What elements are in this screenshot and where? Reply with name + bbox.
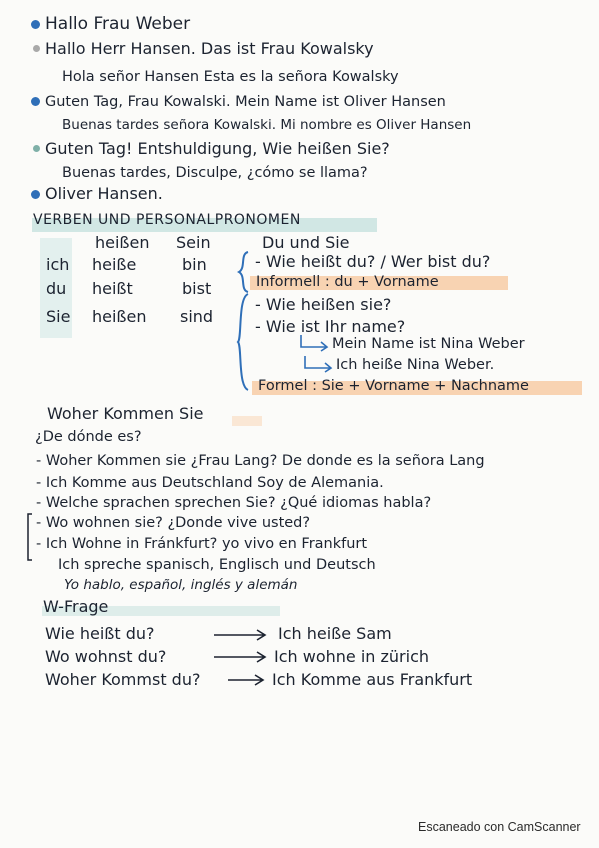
greeting-line: Hallo Herr Hansen. Das ist Frau Kowalsky — [45, 39, 374, 58]
wfrage-answer: Ich Komme aus Frankfurt — [272, 670, 473, 689]
greeting-line: Oliver Hansen. — [45, 184, 163, 203]
right-arrow-icon — [212, 650, 268, 664]
greeting-line-spanish: Buenas tardes señora Kowalski. Mi nombre es Oliver Hansen — [62, 117, 472, 133]
bullet-dot-icon — [31, 20, 40, 29]
wfrage-question: Wo wohnst du? — [45, 647, 167, 666]
wfrage-question: Wie heißt du? — [45, 624, 155, 643]
pronoun-cell: ich — [46, 255, 70, 274]
woher-line: - Woher Kommen sie ¿Frau Lang? De donde es la señora Lang — [36, 453, 485, 469]
formal-answer: Mein Name ist Nina Weber — [332, 336, 525, 352]
woher-line: - Ich Komme aus Deutschland Soy de Alemania. — [36, 475, 384, 491]
greeting-line-spanish: Hola señor Hansen Esta es la señora Kowalsky — [62, 69, 399, 85]
return-arrow-icon — [302, 355, 336, 373]
formal-answer: Ich heiße Nina Weber. — [336, 357, 495, 373]
woher-line: Ich spreche spanisch, Englisch und Deutsch — [58, 557, 376, 573]
right-arrow-icon — [212, 628, 268, 642]
bullet-dot-icon — [33, 45, 40, 52]
return-arrow-icon — [298, 334, 332, 352]
verb-cell: heißt — [92, 279, 133, 298]
column-header-heissen: heißen — [95, 233, 150, 252]
informal-rule: Informell : du + Vorname — [256, 274, 439, 290]
greeting-line: Guten Tag! Entshuldigung, Wie heißen Sie? — [45, 139, 390, 158]
woher-line: - Ich Wohne in Fránkfurt? yo vivo en Frankfurt — [36, 536, 368, 552]
column-header-sein: Sein — [176, 233, 211, 252]
section-heading-verben: VERBEN UND PERSONALPRONOMEN — [33, 212, 301, 228]
verb-cell: bin — [182, 255, 207, 274]
greeting-line-spanish: Buenas tardes, Disculpe, ¿cómo se llama? — [62, 165, 368, 181]
greeting-line: Guten Tag, Frau Kowalski. Mein Name ist Oliver Hansen — [45, 94, 446, 110]
woher-line-spanish: Yo hablo, español, inglés y alemán — [64, 577, 298, 593]
bullet-dot-icon — [31, 97, 40, 106]
verb-cell: bist — [182, 279, 212, 298]
section-heading-wfrage: W-Frage — [43, 597, 109, 616]
woher-spanish: ¿De dónde es? — [35, 429, 142, 445]
wfrage-answer: Ich wohne in zürich — [274, 647, 429, 666]
verb-cell: heiße — [92, 255, 137, 274]
column-header-du-sie: Du und Sie — [262, 233, 350, 252]
section-heading-woher: Woher Kommen Sie — [47, 404, 204, 423]
wfrage-question: Woher Kommst du? — [45, 670, 201, 689]
formal-rule: Formel : Sie + Vorname + Nachname — [258, 378, 529, 394]
heading-highlight — [232, 416, 262, 426]
woher-line: - Welche sprachen sprechen Sie? ¿Qué idiomas habla? — [36, 495, 432, 511]
informal-question: - Wie heißt du? / Wer bist du? — [255, 252, 491, 271]
formal-question: - Wie ist Ihr name? — [255, 317, 406, 336]
bullet-dot-icon — [31, 190, 40, 199]
pronoun-cell: Sie — [46, 307, 71, 326]
left-bracket — [26, 512, 34, 562]
right-arrow-icon — [226, 673, 266, 687]
greeting-line: Hallo Frau Weber — [45, 14, 191, 34]
verb-cell: sind — [180, 307, 214, 326]
bullet-dot-icon — [33, 145, 40, 152]
scanner-watermark: Escaneado con CamScanner — [418, 820, 581, 834]
left-brace-formal — [234, 292, 250, 392]
pronoun-cell: du — [46, 279, 67, 298]
wfrage-answer: Ich heiße Sam — [278, 624, 392, 643]
formal-question: - Wie heißen sie? — [255, 295, 392, 314]
verb-cell: heißen — [92, 307, 147, 326]
woher-line: - Wo wohnen sie? ¿Donde vive usted? — [36, 515, 311, 531]
